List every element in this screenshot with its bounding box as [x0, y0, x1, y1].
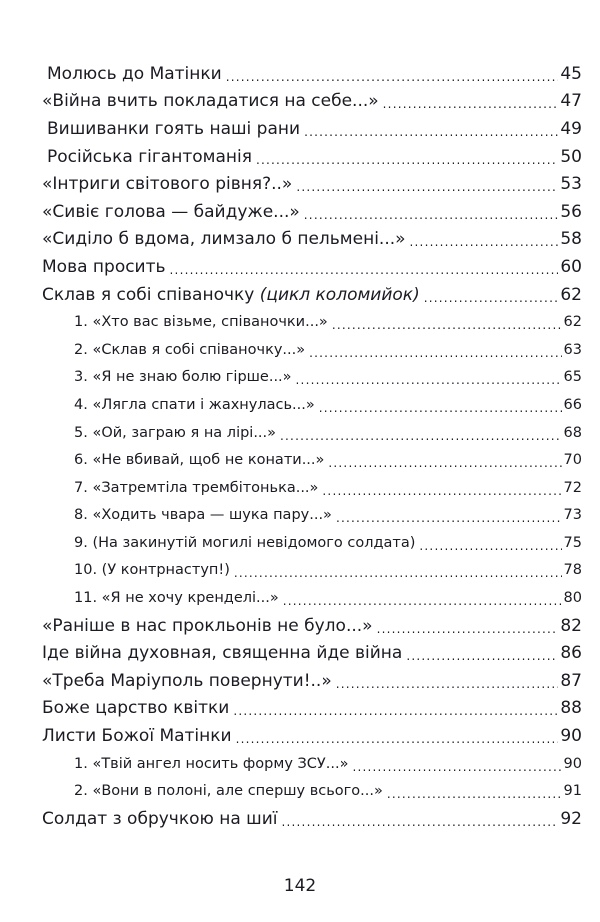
entry-page-number: 60 — [560, 256, 582, 277]
entry-title-text: 1. «Хто вас візьме, співаночки...» — [74, 314, 328, 331]
entry-title-text: «Війна вчить покладатися на себе...» — [42, 91, 379, 112]
dot-leader — [322, 484, 561, 498]
toc-subentry — [0, 474, 600, 502]
entry-title-text: 4. «Лягла спати і жахнулась...» — [74, 396, 315, 413]
entry-page-number: 72 — [563, 479, 582, 496]
dot-leader — [383, 97, 559, 111]
entry-title-text: Солдат з обручкою на шиї — [42, 808, 278, 829]
entry-title-text: 2. «Склав я собі співаночку...» — [74, 341, 306, 358]
toc-entry — [0, 281, 600, 309]
entry-title-text: 1. «Твій ангел носить форму ЗСУ...» — [74, 755, 349, 772]
entry-title — [47, 64, 222, 84]
dot-leader — [226, 70, 559, 84]
toc-entry — [0, 226, 600, 254]
entry-page-number: 87 — [560, 670, 582, 691]
entry-title — [42, 229, 406, 249]
toc-entry — [0, 253, 600, 281]
entry-title-text: 9. (На закинутій могилі невідомого солдата) — [74, 534, 416, 551]
entry-title — [42, 726, 232, 746]
dot-leader — [236, 732, 559, 746]
entry-title — [74, 562, 230, 578]
dot-leader — [352, 760, 561, 774]
toc-subentry — [0, 777, 600, 805]
toc-entry — [0, 115, 600, 143]
entry-page-number: 92 — [560, 808, 582, 829]
toc-entry — [0, 639, 600, 667]
toc-entry — [0, 612, 600, 640]
entry-title — [42, 174, 292, 194]
toc-entry — [0, 60, 600, 88]
entry-page-number: 90 — [560, 726, 582, 747]
entry-title-text: Листи Божої Матінки — [42, 726, 232, 747]
toc-entry — [0, 143, 600, 171]
dot-leader — [410, 235, 559, 249]
entry-title-text: Молюсь до Матінки — [47, 63, 222, 84]
entry-title-italic: (цикл коломийок) — [259, 284, 420, 305]
toc-subentry — [0, 446, 600, 474]
entry-page-number: 82 — [560, 615, 582, 636]
entry-title — [42, 616, 373, 636]
entry-page-number: 86 — [560, 643, 582, 664]
entry-page-number: 47 — [560, 91, 582, 112]
entry-title-text: 5. «Ой, заграю я на лірі...» — [74, 424, 277, 441]
dot-leader — [282, 815, 559, 829]
entry-title-text: 2. «Вони в полоні, але спершу всього...» — [74, 783, 383, 800]
entry-title — [74, 342, 305, 358]
dot-leader — [304, 208, 559, 222]
entry-page-number: 49 — [560, 118, 582, 139]
entry-title — [74, 590, 279, 606]
toc-subentry — [0, 419, 600, 447]
entry-title-text: Боже царство квітки — [42, 698, 230, 719]
entry-title-text: 10. (У контрнаступ!) — [74, 562, 230, 579]
toc-entry — [0, 667, 600, 695]
entry-title-text: Іде війна духовная, священна йде війна — [42, 643, 403, 664]
toc-subentry — [0, 502, 600, 530]
dot-leader — [319, 401, 562, 415]
toc-subentry — [0, 529, 600, 557]
toc-entry — [0, 198, 600, 226]
toc-subentry — [0, 584, 600, 612]
page-number: 142 — [283, 876, 317, 896]
entry-title — [74, 756, 348, 772]
entry-title-text: «Інтриги світового рівня?..» — [42, 174, 293, 195]
entry-title-text: «Сивіє голова — байдуже...» — [42, 201, 300, 222]
entry-title — [74, 507, 332, 523]
entry-title — [74, 369, 292, 385]
toc-subentry — [0, 557, 600, 585]
entry-title — [74, 535, 415, 551]
entry-title-text: «Раніше в нас прокльонів не було...» — [42, 615, 373, 636]
dot-leader — [336, 511, 562, 525]
entry-title-text: «Сиділо б вдома, лимзало б пельмені...» — [42, 229, 406, 250]
entry-page-number: 53 — [560, 174, 582, 195]
dot-leader — [406, 649, 558, 663]
toc-entry — [0, 695, 600, 723]
dot-leader — [256, 153, 558, 167]
entry-title — [42, 643, 402, 663]
entry-title-text: Російська гігантоманія — [47, 146, 252, 167]
entry-title — [74, 480, 318, 496]
entry-title — [42, 202, 300, 222]
entry-title-text: 7. «Затремтіла трембітонька...» — [74, 479, 319, 496]
entry-title-text: Склав я собі співаночку — [42, 284, 260, 305]
toc-subentry — [0, 364, 600, 392]
dot-leader — [296, 373, 562, 387]
dot-leader — [336, 677, 559, 691]
entry-page-number: 45 — [560, 63, 582, 84]
dot-leader — [387, 787, 562, 801]
entry-title — [42, 91, 379, 111]
entry-page-number: 63 — [563, 341, 582, 358]
dot-leader — [377, 622, 559, 636]
entry-title — [74, 783, 383, 799]
toc-subentry — [0, 391, 600, 419]
table-of-contents — [0, 60, 600, 833]
entry-page-number: 78 — [563, 562, 582, 579]
dot-leader — [419, 539, 561, 553]
toc-entry — [0, 88, 600, 116]
entry-title-text: «Треба Маріуполь повернути!..» — [42, 670, 332, 691]
entry-title-text: Вишиванки гоять наші рани — [47, 118, 301, 139]
dot-leader — [309, 346, 561, 360]
entry-page-number: 58 — [560, 229, 582, 250]
dot-leader — [304, 125, 558, 139]
entry-page-number: 73 — [563, 507, 582, 524]
toc-subentry — [0, 336, 600, 364]
entry-title — [74, 397, 315, 413]
entry-title — [42, 809, 278, 829]
toc-subentry — [0, 308, 600, 336]
entry-title — [42, 285, 420, 305]
entry-page-number: 66 — [563, 396, 582, 413]
dot-leader — [170, 263, 559, 277]
entry-title-text: 6. «Не вбивай, щоб не конати...» — [74, 452, 325, 469]
dot-leader — [233, 704, 558, 718]
entry-title — [74, 425, 276, 441]
dot-leader — [283, 594, 562, 608]
entry-page-number: 68 — [563, 424, 582, 441]
entry-title-text: Мова просить — [42, 256, 166, 277]
entry-title — [74, 452, 324, 468]
entry-title — [42, 671, 332, 691]
entry-page-number: 62 — [563, 314, 582, 331]
entry-title — [47, 119, 300, 139]
entry-page-number: 65 — [563, 369, 582, 386]
entry-title-text: 3. «Я не знаю болю гірше...» — [74, 369, 292, 386]
dot-leader — [234, 566, 562, 580]
entry-page-number: 50 — [560, 146, 582, 167]
entry-page-number: 56 — [560, 201, 582, 222]
entry-title — [47, 147, 252, 167]
entry-page-number: 88 — [560, 698, 582, 719]
entry-title — [42, 698, 229, 718]
dot-leader — [296, 180, 558, 194]
entry-page-number: 75 — [563, 534, 582, 551]
toc-entry — [0, 722, 600, 750]
entry-title — [74, 314, 328, 330]
entry-page-number: 62 — [560, 284, 582, 305]
entry-page-number: 90 — [563, 755, 582, 772]
entry-page-number: 80 — [563, 590, 582, 607]
entry-title — [42, 257, 166, 277]
dot-leader — [328, 456, 561, 470]
entry-title-text: 11. «Я не хочу кренделі...» — [74, 590, 279, 607]
entry-page-number: 70 — [563, 452, 582, 469]
toc-entry — [0, 805, 600, 833]
entry-page-number: 91 — [563, 783, 582, 800]
dot-leader — [280, 429, 562, 443]
toc-entry — [0, 170, 600, 198]
dot-leader — [424, 291, 559, 305]
toc-subentry — [0, 750, 600, 778]
dot-leader — [332, 318, 562, 332]
entry-title-text: 8. «Ходить чвара — шука пару...» — [74, 507, 332, 524]
